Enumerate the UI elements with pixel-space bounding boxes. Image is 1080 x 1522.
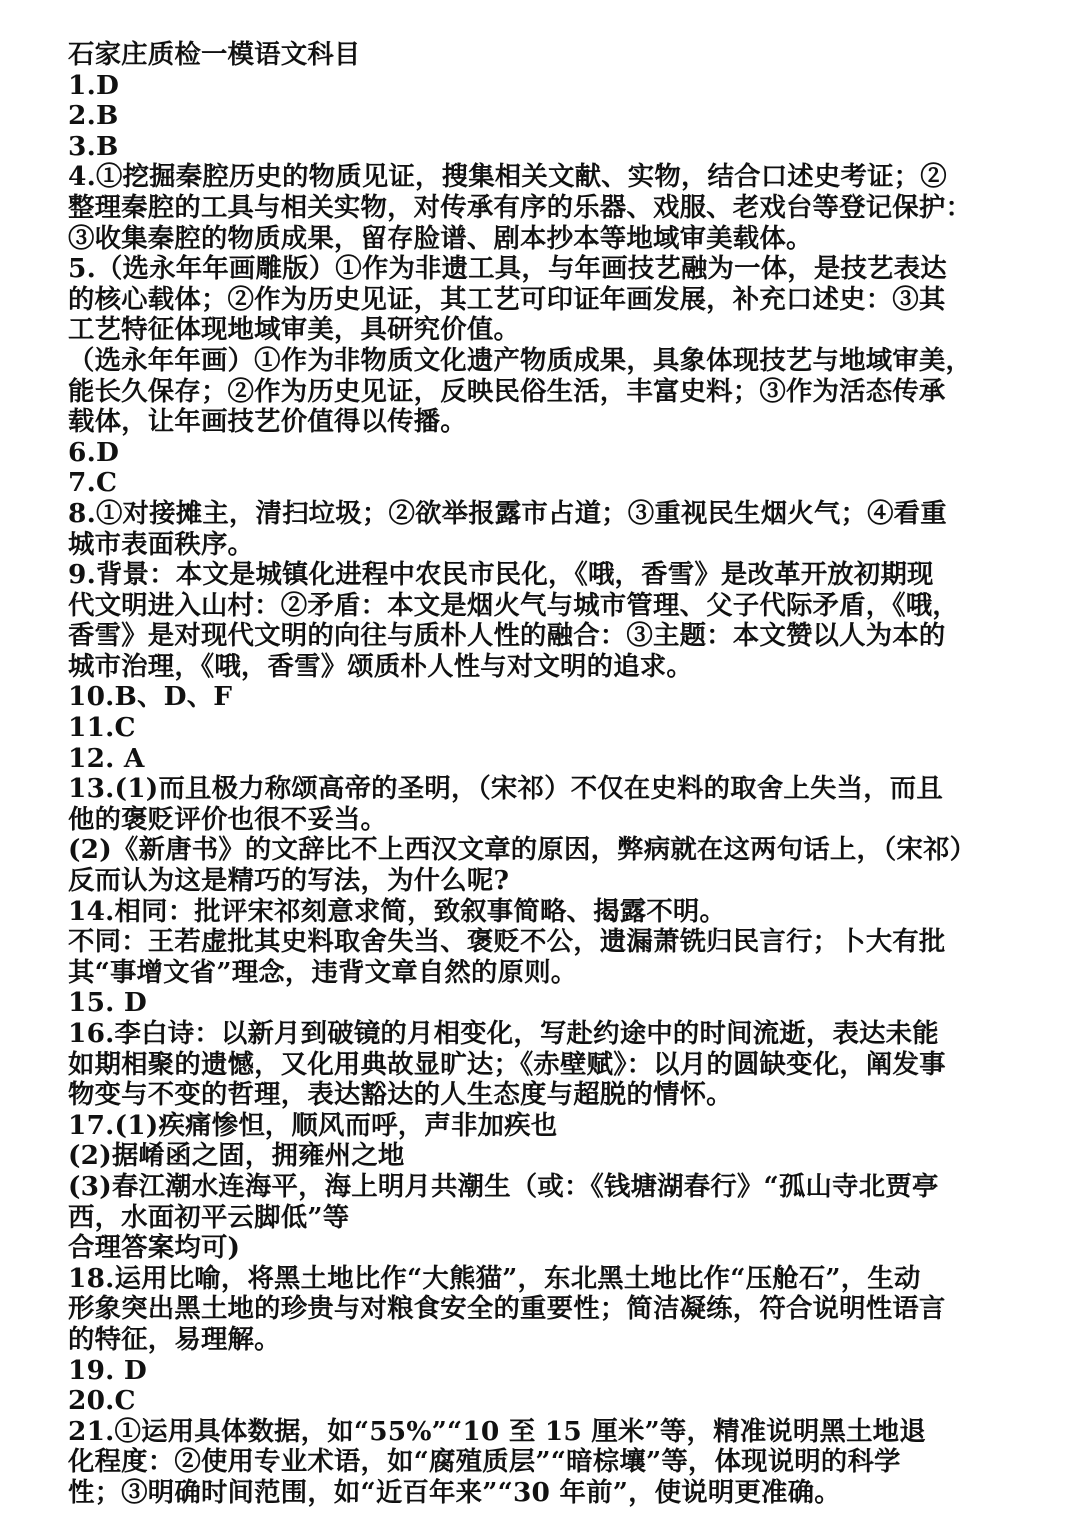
answer-document	[68, 40, 1023, 1509]
text-line: 16.李白诗：以新月到破镜的月相变化，写赴约途中的时间流逝，表达未能	[68, 1019, 939, 1049]
text-line: (2)据崤函之固，拥雍州之地	[68, 1141, 405, 1172]
text-line: 如期相聚的遗憾，又化用典故显旷达；《赤壁赋》：以月的圆缺变化，阐发事	[68, 1049, 946, 1080]
text-line: 11.C	[68, 713, 136, 744]
text-line: 石家庄质检一模语文科目	[68, 40, 361, 70]
text-line: 5.（选永年年画雕版）①作为非遗工具，与年画技艺融为一体，是技艺表达	[68, 254, 947, 285]
text-line: 载体，让年画技艺价值得以传播。	[68, 407, 467, 438]
text-line: 合理答案均可)	[68, 1233, 241, 1264]
text-line: 其“事增文省”理念，违背文章自然的原则。	[68, 957, 578, 988]
text-line: 19. D	[68, 1355, 147, 1386]
text-line: 不同：王若虚批其史料取舍失当、褒贬不公，遗漏萧铣归民言行；卜大有批	[68, 927, 946, 958]
text-line: 城市治理，《哦，香雪》颂质朴人性与对文明的追求。	[68, 651, 693, 682]
text-line: 18.运用比喻，将黑土地比作“大熊猫”，东北黑土地比作“压舱石”，生动	[68, 1263, 921, 1294]
text-line: 的核心载体；②作为历史见证，其工艺可印证年画发展，补充口述史：③其	[68, 284, 946, 315]
text-line: 9.背景：本文是城镇化进程中农民市民化，《哦，香雪》是改革开放初期现	[68, 560, 934, 591]
text-line: 14.相同：批评宋祁刻意求简，致叙事简略、揭露不明。	[68, 896, 727, 927]
text-line: 17.(1)疾痛惨怛，顺风而呼，声非加疾也	[68, 1110, 558, 1141]
text-line: 7.C	[68, 468, 118, 499]
text-line: 他的褒贬评价也很不妥当。	[68, 804, 388, 835]
text-line: 形象突出黑土地的珍贵与对粮食安全的重要性；简洁凝练，符合说明性语言	[68, 1294, 946, 1325]
text-line: 性；③明确时间范围，如“近百年来”“30 年前”，使说明更准确。	[68, 1477, 841, 1508]
text-line: 整理秦腔的工具与相关实物，对传承有序的乐器、戏服、老戏台等登记保护：	[68, 192, 973, 223]
text-line: 15. D	[68, 988, 147, 1019]
text-line: 3.B	[68, 131, 119, 162]
text-line: 1.D	[68, 70, 120, 101]
text-line: 6.D	[68, 437, 120, 468]
text-line: 城市表面秩序。	[68, 529, 255, 560]
text-line: 香雪》是对现代文明的向往与质朴人性的融合：③主题：本文赞以人为本的	[68, 621, 946, 652]
text-line: 20.C	[68, 1386, 136, 1417]
text-line: 4.①挖掘秦腔历史的物质见证，搜集相关文献、实物，结合口述史考证；②	[68, 162, 947, 193]
text-line: 21.①运用具体数据，如“55%”“10 至 15 厘米”等，精准说明黑土地退	[68, 1416, 926, 1447]
text-line: 10.B、D、F	[68, 682, 233, 713]
text-line: 工艺特征体现地域审美，具研究价值。	[68, 315, 521, 346]
text-line: 12. A	[68, 743, 145, 774]
text-line: ③收集秦腔的物质成果，留存脸谱、剧本抄本等地域审美载体。	[68, 223, 813, 254]
text-line: 化程度：②使用专业术语，如“腐殖质层”“暗棕壤”等，体现说明的科学	[68, 1447, 901, 1478]
text-line: 西，水面初平云脚低”等	[68, 1202, 350, 1233]
text-line: 8.①对接摊主，清扫垃圾；②欲举报露市占道；③重视民生烟火气；④看重	[68, 498, 947, 529]
text-line: 13.(1)而且极力称颂高帝的圣明，（宋祁）不仅在史料的取舍上失当，而且	[68, 774, 943, 805]
text-line: 代文明进入山村：②矛盾：本文是烟火气与城市管理、父子代际矛盾，《哦，	[68, 590, 959, 621]
text-line: 物变与不变的哲理，表达豁达的人生态度与超脱的情怀。	[68, 1080, 733, 1111]
text-line: 的特征，易理解。	[68, 1324, 281, 1355]
text-line: （选永年年画）①作为非物质文化遗产物质成果，具象体现技艺与地域审美，	[68, 345, 973, 376]
text-line: (2)《新唐书》的文辞比不上西汉文章的原因，弊病就在这两句话上，（宋祁）	[68, 835, 977, 866]
text-line: 2.B	[68, 101, 119, 132]
text-line: 反而认为这是精巧的写法，为什么呢?	[68, 866, 510, 897]
text-line: (3)春江潮水连海平，海上明月共潮生（或：《钱塘湖春行》“孤山寺北贾亭	[68, 1171, 939, 1202]
text-line: 能长久保存；②作为历史见证，反映民俗生活，丰富史料；③作为活态传承	[68, 376, 946, 407]
